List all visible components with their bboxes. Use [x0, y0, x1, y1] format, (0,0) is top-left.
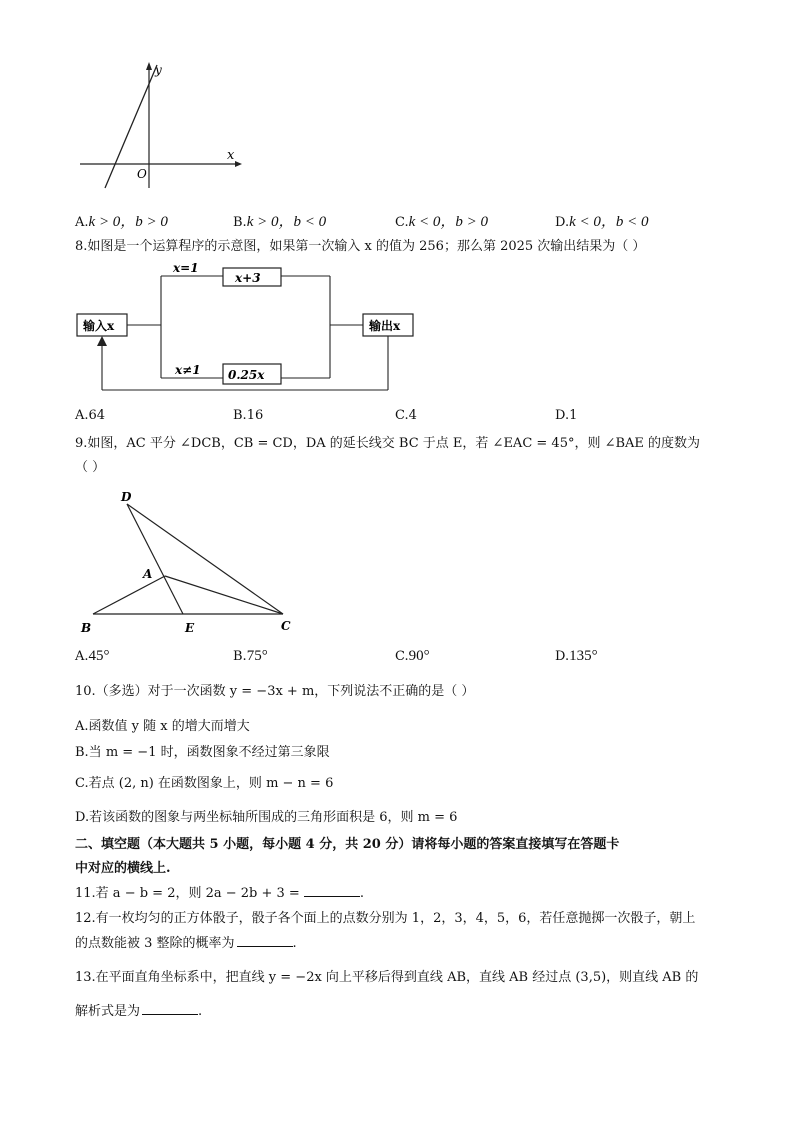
q12-answer-blank[interactable] — [237, 945, 293, 947]
point-b: B — [81, 621, 92, 635]
point-e: E — [185, 621, 195, 635]
x-label: x — [227, 148, 235, 163]
q9-option-d[interactable]: D.135° — [555, 648, 598, 664]
q8-option-b[interactable]: B.16 — [233, 408, 264, 423]
q12-stem-end: 的点数能被 3 整除的概率为 — [75, 936, 235, 951]
section2-heading-line2: 中对应的横线上. — [75, 861, 171, 876]
q9-stem-line1: 9.如图，AC 平分 ∠DCB，CB = CD，DA 的延长线交 BC 于点 E，若 ∠EAC = 45°，则 ∠BAE 的度数为 — [75, 436, 701, 451]
y-axis-arrow — [146, 62, 152, 70]
q13-answer-blank[interactable] — [142, 1013, 198, 1015]
q11-answer-blank[interactable] — [304, 895, 360, 897]
q10-option-d[interactable]: D.若该函数的图象与两坐标轴所围成的三角形面积是 6，则 m = 6 — [75, 810, 458, 825]
q9-triangle-figure — [75, 488, 305, 638]
point-d: D — [121, 490, 132, 504]
cond-equal: x=1 — [173, 261, 199, 275]
origin-label: O — [137, 167, 147, 181]
q9-option-c[interactable]: C.90° — [395, 648, 430, 664]
q8-flowchart — [75, 258, 420, 398]
add-three-label: x+3 — [235, 271, 261, 285]
q12-period: . — [292, 936, 297, 951]
q11-stem: 11.若 a − b = 2，则 2a − 2b + 3 = — [75, 886, 300, 901]
q10-option-b[interactable]: B.当 m = −1 时，函数图象不经过第三象限 — [75, 745, 330, 760]
q8-stem: 8.如图是一个运算程序的示意图，如果第一次输入 x 的值为 256；那么第 2025 次输出结果为（ ） — [75, 239, 646, 254]
input-label: 输入x — [83, 319, 115, 333]
y-label: y — [155, 63, 162, 77]
q8-option-a[interactable]: A.64 — [75, 408, 106, 423]
q13-stem-end: 解析式是为 — [75, 1004, 141, 1019]
q7-option-c[interactable]: C.k < 0，b > 0 — [395, 214, 489, 230]
q9-option-b[interactable]: B.75° — [233, 648, 268, 664]
point-c: C — [281, 619, 291, 633]
q11-period: . — [359, 886, 364, 901]
q10-option-a[interactable]: A.函数值 y 随 x 的增大而增大 — [75, 719, 250, 734]
section2-heading-line1: 二、填空题（本大题共 5 小题，每小题 4 分，共 20 分）请将每小题的答案直接填写在答题卡 — [75, 837, 620, 852]
loop-arrow — [97, 336, 107, 346]
q7-option-b[interactable]: B.k > 0，b < 0 — [233, 214, 327, 230]
q13-line1: 13.在平面直角坐标系中，把直线 y = −2x 向上平移后得到直线 AB，直线 AB 经过点 (3,5)，则直线 AB 的 — [75, 970, 699, 985]
q10-stem: 10.（多选）对于一次函数 y = −3x + m，下列说法不正确的是（ ） — [75, 684, 475, 699]
q7-line-graph — [75, 60, 250, 195]
q8-option-d[interactable]: D.1 — [555, 408, 578, 423]
q13-period: . — [198, 1004, 203, 1019]
cond-not-equal: x≠1 — [175, 363, 201, 377]
point-a: A — [143, 567, 153, 581]
q12-line1: 12.有一枚均匀的正方体骰子，骰子各个面上的点数分别为 1，2，3，4，5，6，若任意抛掷一次骰子，朝上 — [75, 911, 696, 926]
quarter-label: 0.25x — [228, 368, 265, 382]
q7-option-d[interactable]: D.k < 0，b < 0 — [555, 214, 649, 230]
q11 — [75, 882, 364, 901]
q9-option-a[interactable]: A.45° — [75, 648, 110, 664]
q9-stem-line2: （ ） — [75, 460, 106, 475]
q12-line2 — [75, 932, 297, 951]
q7-option-a[interactable]: A.k > 0，b > 0 — [75, 214, 168, 230]
output-label: 输出x — [369, 319, 401, 333]
x-axis-arrow — [235, 161, 242, 167]
q10-option-c[interactable]: C.若点 (2, n) 在函数图象上，则 m − n = 6 — [75, 776, 334, 791]
q13-line2 — [75, 1000, 202, 1019]
q8-option-c[interactable]: C.4 — [395, 408, 417, 423]
